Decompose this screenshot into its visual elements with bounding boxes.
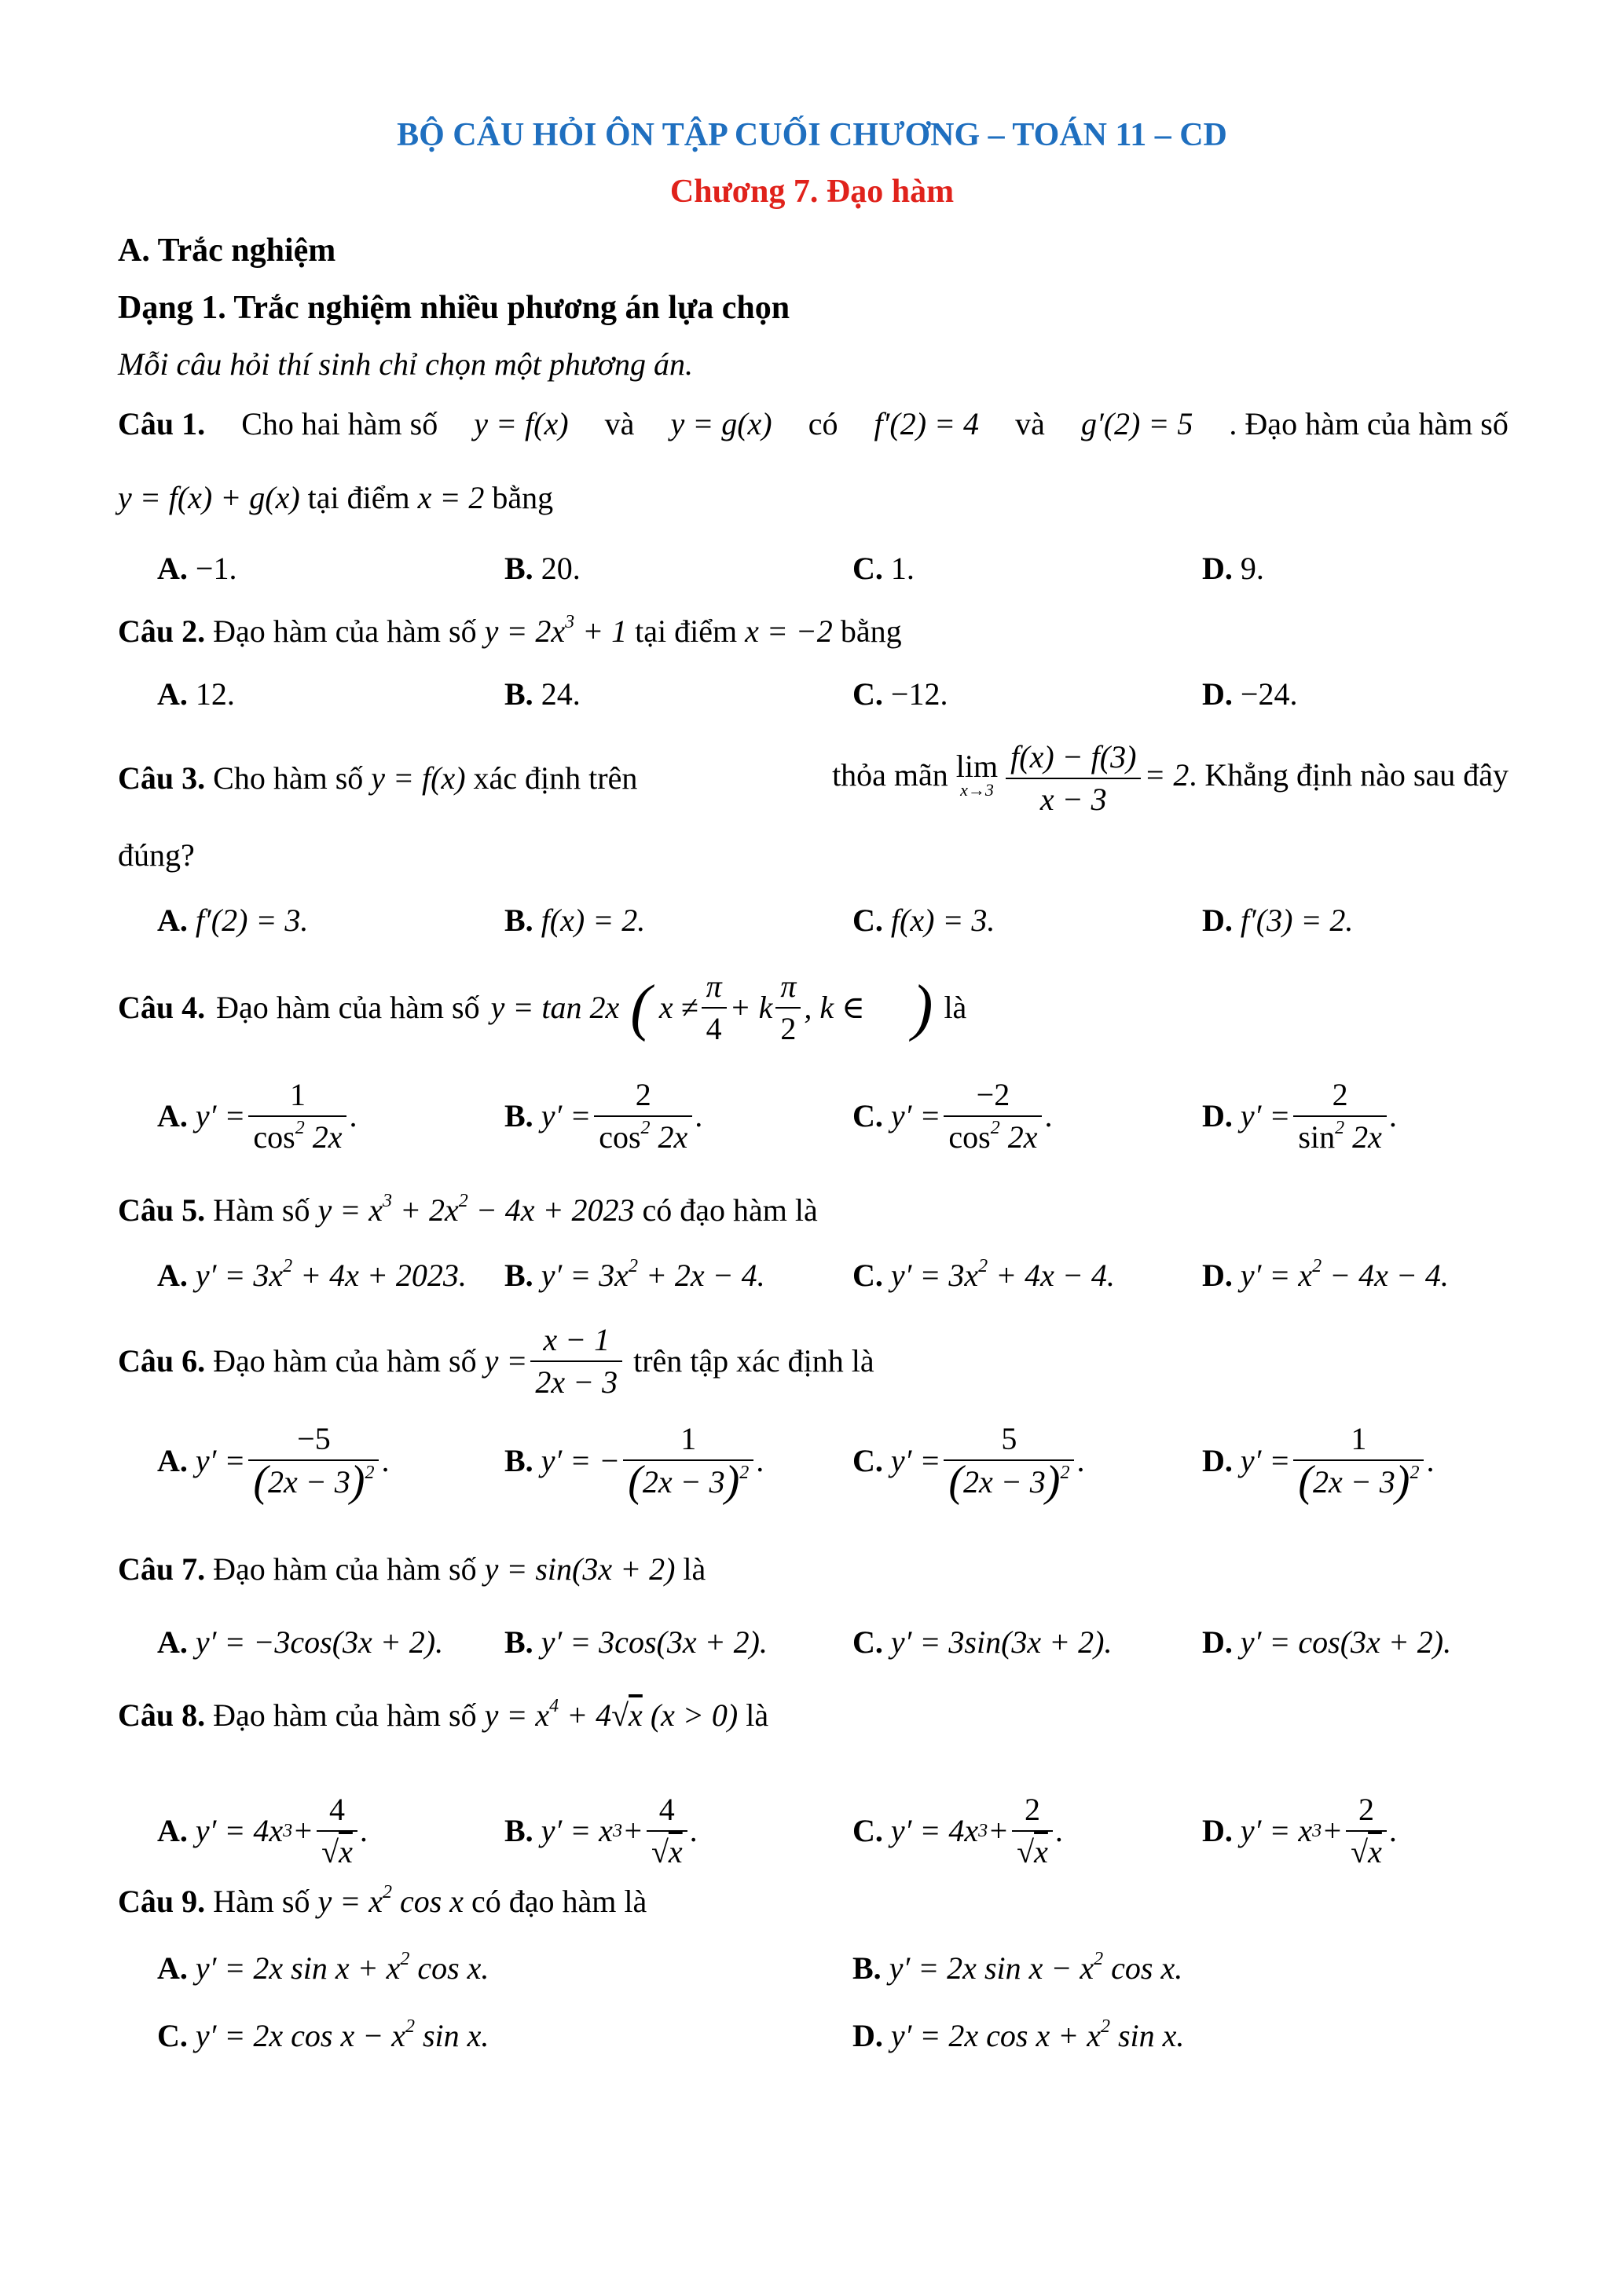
q7-option-c[interactable]: [852, 1624, 1112, 1661]
q9-option-c[interactable]: C. y′ = 2x $\cos x - x^2$ sin x.: [157, 2016, 489, 2053]
question-3-formula: y = f(x): [371, 760, 466, 796]
q3-option-a[interactable]: [157, 902, 308, 939]
option-label: B.: [504, 1442, 533, 1478]
document-title: BỘ CÂU HỎI ÔN TẬP CUỐI CHƯƠNG – TOÁN 11 – CD: [397, 117, 1227, 153]
option-value: −1.: [195, 551, 237, 586]
question-4-formula: y = tan 2x: [490, 990, 620, 1025]
question-9-formula: $y = x^2$ cos x: [317, 1882, 464, 1919]
option-label: C.: [852, 1813, 883, 1848]
q2-option-b[interactable]: [504, 676, 581, 713]
q4-option-c[interactable]: C. y′ = $\frac{-2}{\cos^2 2x}$ .: [852, 1075, 1053, 1158]
question-7-label: Câu 7.: [118, 1551, 206, 1587]
question-6-text: trên tập xác định là: [633, 1343, 874, 1379]
question-8-text: Đạo hàm của hàm số: [213, 1697, 477, 1733]
question-7: [118, 1551, 706, 1588]
question-3-text: xác định trên: [473, 760, 638, 796]
question-4-text: là: [944, 990, 967, 1025]
question-6-formula: y = $\frac{x - 1}{2x - 3}$: [485, 1320, 626, 1403]
question-1-line-1: [118, 405, 1509, 443]
question-1-formula: y = g(x): [670, 406, 772, 441]
question-8-text: là: [746, 1697, 769, 1733]
q9-option-d[interactable]: D. y′ = 2x $\cos x + x^2$ sin x.: [852, 2016, 1185, 2053]
option-label: A.: [157, 1442, 188, 1478]
question-2-formula: $y = 2x^3 + 1$: [484, 612, 628, 649]
option-label: C.: [852, 1098, 883, 1133]
question-9-text: có đạo hàm là: [471, 1884, 647, 1919]
option-value: y′ = −3cos(3x + 2).: [195, 1624, 444, 1660]
question-4-condition: ( x ≠ $\frac{\pi}{4}$ + k $\frac{\pi}{2}$ , k ∈ ): [630, 966, 933, 1049]
question-2-text: tại điểm: [635, 613, 738, 649]
option-label: D.: [1202, 1098, 1233, 1133]
option-label: B.: [504, 1098, 533, 1133]
option-label: C.: [157, 2018, 188, 2053]
q4-option-d[interactable]: D. y′ = $\frac{2}{\sin^2 2x}$ .: [1202, 1075, 1398, 1158]
question-1-label: Câu 1.: [118, 406, 206, 441]
q6-option-a[interactable]: A. y′ = $\frac{-5}{(2x - 3)^2}$ .: [157, 1419, 390, 1503]
option-label: A.: [157, 551, 188, 586]
section-subheading: Dạng 1. Trắc nghiệm nhiều phương án lựa chọn: [118, 290, 790, 326]
option-label: A.: [157, 1624, 188, 1660]
question-6-text: Đạo hàm của hàm số: [213, 1343, 477, 1379]
instruction-text: Mỗi câu hỏi thí sinh chỉ chọn một phương án.: [118, 346, 693, 382]
question-1-text: Cho hai hàm số: [241, 406, 438, 441]
limit-operator: lim x→3: [955, 749, 999, 800]
q2-option-a[interactable]: [157, 676, 235, 713]
option-label: C.: [852, 1442, 883, 1478]
q8-option-c[interactable]: C. y′ = 4x 3 + $\frac{2}{√x}$ .: [852, 1789, 1064, 1873]
q5-option-a[interactable]: A. $y' = 3x^2 + 4x + 2023$.: [157, 1256, 467, 1293]
question-1-text: và: [1015, 406, 1045, 441]
question-3-text: đúng?: [118, 837, 195, 873]
question-2-text: bằng: [840, 613, 902, 649]
question-4-text: Đạo hàm của hàm số: [216, 990, 480, 1025]
q4-option-a[interactable]: A. y′ = $\frac{1}{\cos^2 2x}$ .: [157, 1075, 357, 1158]
option-label: D.: [1202, 903, 1233, 938]
question-3-formula: = 2: [1144, 757, 1190, 793]
option-label: C.: [852, 1624, 883, 1660]
question-2-formula: x = −2: [745, 613, 833, 649]
question-2-text: Đạo hàm của hàm số: [213, 613, 477, 649]
q7-option-a[interactable]: [157, 1624, 443, 1661]
option-label: B.: [504, 1258, 533, 1293]
q3-option-d[interactable]: [1202, 902, 1353, 939]
question-3-text: thỏa mãn: [832, 757, 948, 793]
question-8-label: Câu 8.: [118, 1697, 206, 1733]
option-value: 9.: [1240, 551, 1264, 586]
option-value: y′ = 3sin(3x + 2).: [890, 1624, 1113, 1660]
question-8-formula: $y = x^4 + 4√x$ (x > 0): [484, 1696, 739, 1733]
question-5-label: Câu 5.: [118, 1192, 206, 1228]
option-label: D.: [1202, 1258, 1233, 1293]
option-label: A.: [157, 903, 188, 938]
q3-option-b[interactable]: [504, 902, 645, 939]
option-label: A.: [157, 676, 188, 712]
q1-option-c[interactable]: [852, 550, 915, 588]
option-label: A.: [157, 1258, 188, 1293]
option-label: C.: [852, 676, 883, 712]
question-3-label: Câu 3.: [118, 760, 206, 796]
option-label: A.: [157, 1098, 188, 1133]
question-1-formula: y = f(x): [474, 406, 569, 441]
q9-option-b[interactable]: B. y′ = 2x $\sin x - x^2$ cos x.: [852, 1949, 1183, 1986]
q9-option-a[interactable]: A. y′ = 2x $\sin x + x^2$ cos x.: [157, 1949, 489, 1986]
option-label: D.: [852, 2018, 883, 2053]
question-4: [118, 966, 966, 1049]
option-value: f′(3) = 2.: [1240, 903, 1354, 938]
option-label: D.: [1202, 1442, 1233, 1478]
question-3-line-1: [118, 737, 1509, 820]
question-5: [118, 1192, 818, 1229]
option-label: B.: [504, 676, 533, 712]
question-1-text: bằng: [492, 480, 554, 515]
q6-option-c[interactable]: C. y′ = $\frac{5}{(2x - 3)^2}$ .: [852, 1419, 1085, 1503]
question-3-line-2: [118, 837, 195, 874]
question-7-text: là: [683, 1551, 706, 1587]
question-3-text: . Khẳng định nào sau đây: [1189, 757, 1509, 793]
question-1-text: . Đạo hàm của hàm số: [1229, 406, 1509, 441]
question-1-formula: f′(2) = 4: [874, 406, 980, 441]
section-heading: A. Trắc nghiệm: [118, 233, 336, 269]
question-2: [118, 613, 902, 650]
question-5-text: Hàm số: [213, 1192, 310, 1228]
q2-option-c[interactable]: [852, 676, 948, 713]
q6-option-b[interactable]: B. y′ = − $\frac{1}{(2x - 3)^2}$ .: [504, 1419, 764, 1503]
question-1-formula: x = 2: [417, 480, 485, 515]
option-value: −12.: [890, 676, 948, 712]
question-1-formula: g′(2) = 5: [1080, 406, 1193, 441]
question-4-label: Câu 4.: [118, 990, 206, 1025]
option-label: C.: [852, 1258, 883, 1293]
q5-option-d[interactable]: D. $y' = x^2 - 4x - 4$.: [1202, 1256, 1449, 1293]
question-3-text: Cho hàm số: [213, 760, 364, 796]
option-label: D.: [1202, 1813, 1233, 1848]
option-label: B.: [504, 1624, 533, 1660]
question-5-formula: $y = x^3 + 2x^2 - 4x + 2023$: [317, 1191, 635, 1228]
q5-option-b[interactable]: B. $y' = 3x^2 + 2x - 4$.: [504, 1256, 765, 1293]
option-value: −24.: [1240, 676, 1298, 712]
question-1-text: và: [604, 406, 635, 441]
question-6-label: Câu 6.: [118, 1343, 206, 1379]
question-5-text: có đạo hàm là: [642, 1192, 818, 1228]
option-label: D.: [1202, 551, 1233, 586]
q8-option-a[interactable]: A. y′ = 4x 3 + $\frac{4}{√x}$ .: [157, 1789, 368, 1873]
q7-option-b[interactable]: [504, 1624, 768, 1661]
q1-option-d[interactable]: [1202, 550, 1264, 588]
question-7-formula: y = sin(3x + 2): [484, 1551, 676, 1587]
option-value: 20.: [541, 551, 581, 586]
question-9-label: Câu 9.: [118, 1884, 206, 1919]
question-1-formula: y = f(x) + g(x): [118, 480, 300, 515]
question-2-label: Câu 2.: [118, 613, 206, 649]
option-label: B.: [504, 903, 533, 938]
question-8: [118, 1697, 768, 1734]
question-9: [118, 1883, 647, 1921]
option-label: B.: [852, 1950, 882, 1986]
option-label: B.: [504, 551, 533, 586]
question-7-text: Đạo hàm của hàm số: [213, 1551, 477, 1587]
q1-option-a[interactable]: [157, 550, 236, 588]
option-value: 24.: [541, 676, 581, 712]
q5-option-c[interactable]: C. $y' = 3x^2 + 4x - 4$.: [852, 1256, 1115, 1293]
q6-option-d[interactable]: D. y′ = $\frac{1}{(2x - 3)^2}$ .: [1202, 1419, 1435, 1503]
option-value: 1.: [890, 551, 915, 586]
option-value: y′ = 3cos(3x + 2).: [541, 1624, 768, 1660]
q1-option-b[interactable]: [504, 550, 581, 588]
q8-option-d[interactable]: D. y′ = x 3 + $\frac{2}{√x}$ .: [1202, 1789, 1398, 1873]
option-label: A.: [157, 1950, 188, 1986]
question-1-text: tại điểm: [307, 480, 410, 515]
option-value: f(x) = 2.: [541, 903, 646, 938]
option-value: 12.: [195, 676, 235, 712]
option-value: f(x) = 3.: [890, 903, 995, 938]
question-9-text: Hàm số: [213, 1884, 310, 1919]
q3-option-c[interactable]: [852, 902, 995, 939]
option-label: D.: [1202, 676, 1233, 712]
q2-option-d[interactable]: [1202, 676, 1297, 713]
option-label: B.: [504, 1813, 533, 1848]
option-label: C.: [852, 551, 883, 586]
option-label: A.: [157, 1813, 188, 1848]
option-value: f′(2) = 3.: [195, 903, 309, 938]
question-1-line-2: [118, 479, 553, 517]
option-label: C.: [852, 903, 883, 938]
question-1-text: có: [808, 406, 838, 441]
q4-option-b[interactable]: B. y′ = $\frac{2}{\cos^2 2x}$ .: [504, 1075, 703, 1158]
q7-option-d[interactable]: [1202, 1624, 1451, 1661]
question-3-fraction: $\frac{f(x) - f(3)}{x - 3}$: [1006, 737, 1141, 820]
chapter-title: Chương 7. Đạo hàm: [669, 174, 955, 210]
q8-option-b[interactable]: B. y′ = x 3 + $\frac{4}{√x}$ .: [504, 1789, 698, 1873]
option-label: D.: [1202, 1624, 1233, 1660]
option-value: y′ = cos(3x + 2).: [1240, 1624, 1452, 1660]
question-6: [118, 1320, 874, 1403]
